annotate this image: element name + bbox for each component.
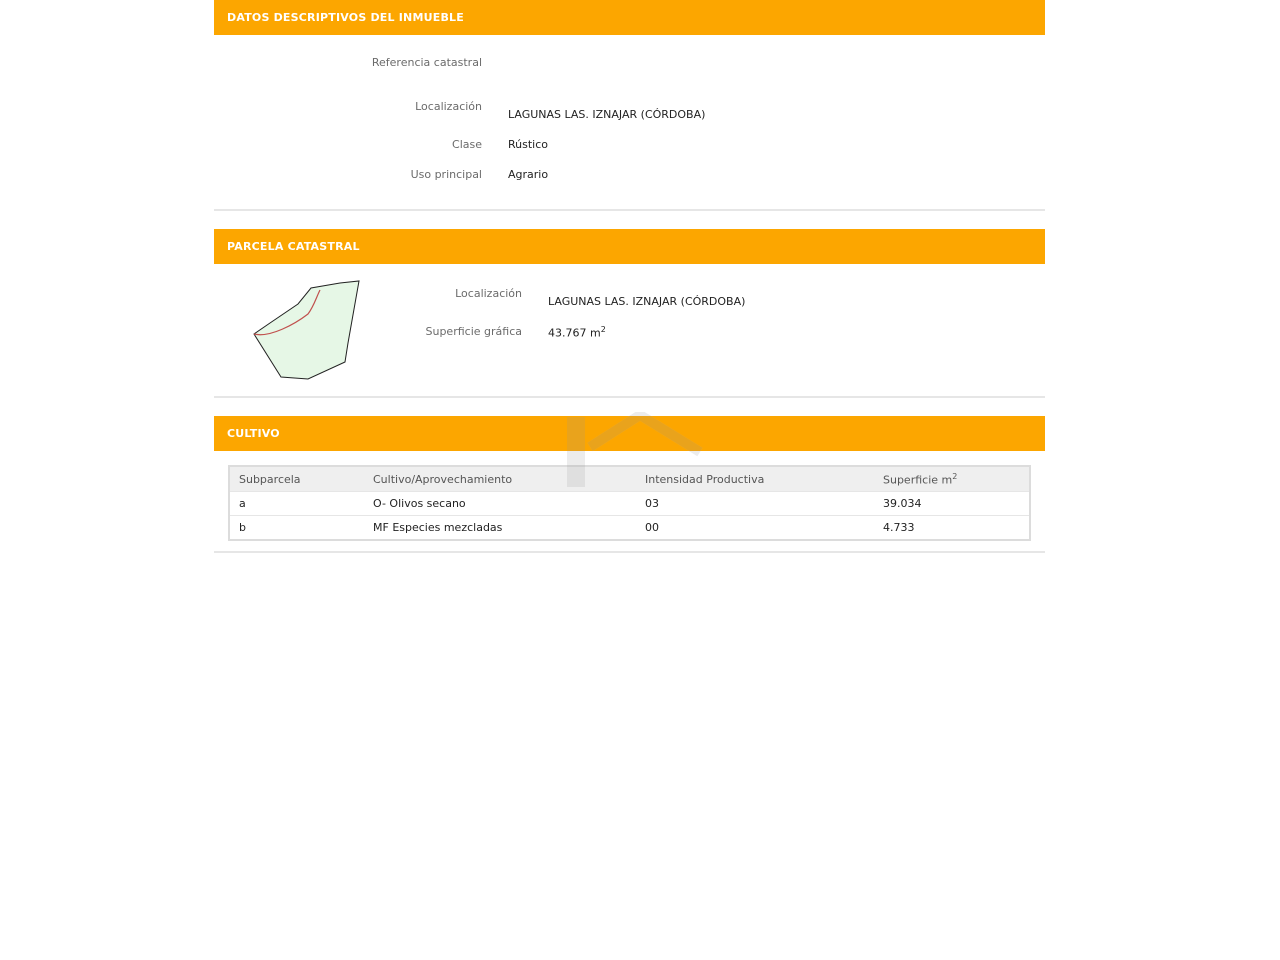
col-subparcela: Subparcela [229, 466, 364, 492]
cell-cultivo: O- Olivos secano [364, 492, 636, 516]
section-divider [214, 551, 1045, 553]
parcela-localizacion-label: Localización [455, 287, 522, 300]
clase-label: Clase [452, 138, 482, 151]
section-divider [214, 396, 1045, 398]
ref-catastral-label: Referencia catastral [371, 56, 482, 69]
localizacion-value: LAGUNAS LAS. IZNAJAR (CÓRDOBA) [508, 108, 706, 121]
uso-principal-label: Uso principal [410, 168, 482, 181]
cell-intensidad: 03 [636, 492, 874, 516]
cell-cultivo: MF Especies mezcladas [364, 516, 636, 541]
superficie-grafica-label: Superficie gráfica [425, 325, 522, 338]
cell-intensidad: 00 [636, 516, 874, 541]
datos-section [214, 0, 1045, 35]
house-watermark-icon [520, 412, 710, 542]
cell-superficie: 39.034 [874, 492, 1030, 516]
cell-superficie: 4.733 [874, 516, 1030, 541]
cell-subparcela: a [229, 492, 364, 516]
datos-header: DATOS DESCRIPTIVOS DEL INMUEBLE [214, 0, 1045, 35]
col-intensidad: Intensidad Productiva [636, 466, 874, 492]
uso-principal-value: Agrario [508, 168, 549, 181]
parcela-section [214, 229, 1045, 264]
col-superficie: Superficie $m^2$ [874, 466, 1030, 492]
parcel-map [250, 278, 365, 384]
col-cultivo: Cultivo/Aprovechamiento [364, 466, 636, 492]
section-divider [214, 209, 1045, 211]
localizacion-label: Localización [415, 100, 482, 113]
cell-subparcela: b [229, 516, 364, 541]
parcela-header: PARCELA CATASTRAL [214, 229, 1045, 264]
cultivo-header: CULTIVO [214, 416, 1045, 451]
parcel-shape [254, 281, 359, 379]
parcela-localizacion-value: LAGUNAS LAS. IZNAJAR (CÓRDOBA) [548, 295, 746, 308]
clase-value: Rústico [508, 138, 548, 151]
superficie-grafica-value: 43.767 $m^2$ [548, 325, 606, 340]
